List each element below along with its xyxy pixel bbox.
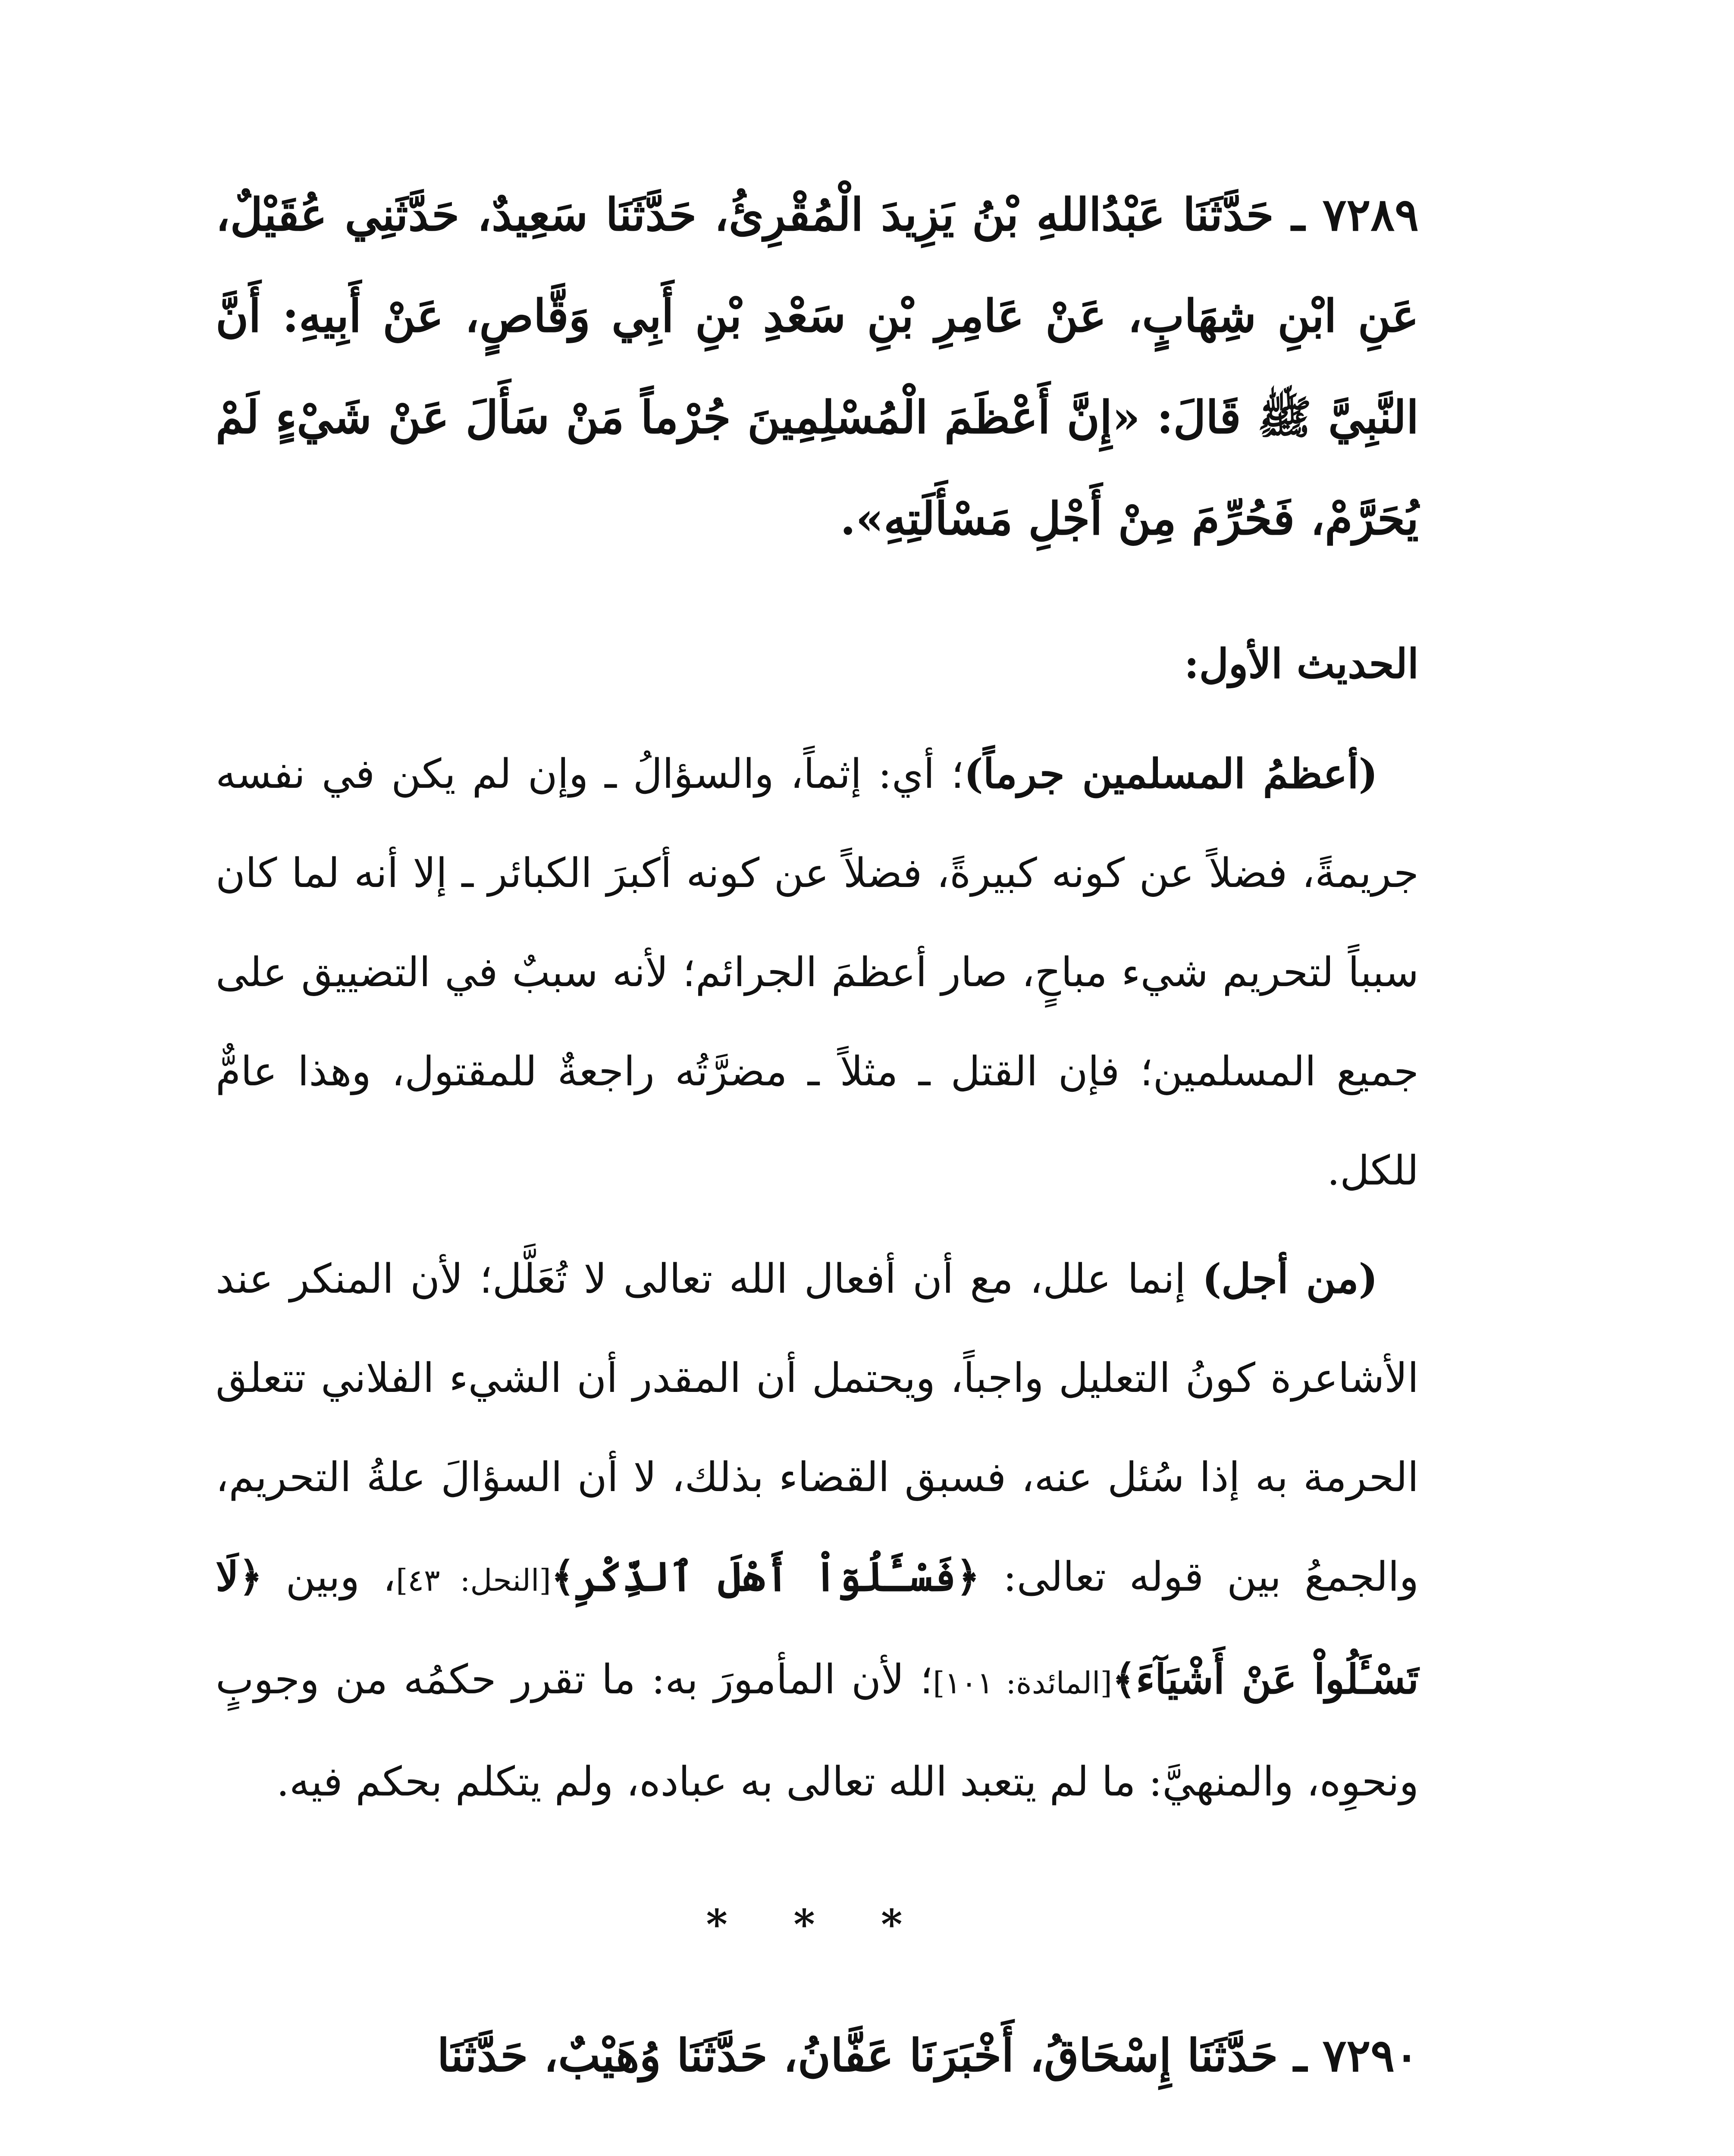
lemma-2: (من أجل) [1202, 1255, 1378, 1303]
lemma-1: (أعظمُ المسلمين جرماً) [964, 750, 1378, 798]
page-body [216, 164, 1419, 2106]
hadith-7290: ٧٢٩٠ ـ حَدَّثَنَا إِسْحَاقُ، أَخْبَرَنَا عَفَّانُ، حَدَّثَنَا وُهَيْبٌ، حَدَّثَنَا [437, 2029, 1419, 2082]
quran-ref-2: [المائدة: ١٠١] [933, 1665, 1112, 1701]
section-heading: الحديث الأول: [1184, 640, 1419, 688]
section-separator: * * * [706, 1901, 928, 1949]
commentary-text-2b: ، وبين [262, 1554, 396, 1601]
commentary-text-1: ؛ أي: إثماً، والسؤالُ ـ وإن لم يكن في نفسه جريمةً، فضلاً عن كونه كبيرةً، فضلاً عن كونه أكبرَ الكبائر ـ إلا أنه لما كان سبباً لتحريم شيء مباحٍ، صار أعظمَ الجرائم؛ لأنه سببٌ في التضييق على جميع المسلمين؛ فإن القتل ـ مثلاً ـ مضرَّتُه راجعةٌ للمقتول، وهذا عامٌّ للكل. [216, 751, 1419, 1194]
hadith-7289: ٧٢٨٩ ـ حَدَّثَنَا عَبْدُاللهِ بْنُ يَزِيدَ الْمُقْرِئُ، حَدَّثَنَا سَعِيدٌ، حَدَّثَنِي عُقَيْلٌ، عَنِ ابْنِ شِهَابٍ، عَنْ عَامِرِ بْنِ سَعْدِ بْنِ أَبِي وَقَّاصٍ، عَنْ أَبِيهِ: أَنَّ النَّبِيَّ ﷺ قَالَ: «إِنَّ أَعْظَمَ الْمُسْلِمِينَ جُرْماً مَنْ سَأَلَ عَنْ شَيْءٍ لَمْ يُحَرَّمْ، فَحُرِّمَ مِنْ أَجْلِ مَسْأَلَتِهِ». [216, 188, 1419, 545]
commentary-text-2c: ؛ لأن المأمورَ به: ما تقرر حكمُه من وجوبٍ ونحوِه، والمنهيَّ: ما لم يتعبد الله تعالى به عباده، ولم يتكلم بحكم فيه. [216, 1656, 1419, 1805]
commentary-paragraph-2 [216, 1229, 1419, 1832]
quran-ref-1: [النحل: ٤٣] [396, 1563, 551, 1598]
commentary-text-2a: إنما علل، مع أن أفعال الله تعالى لا تُعَلَّل؛ لأن المنكر عند الأشاعرة كونُ التعليل واجباً، ويحتمل أن المقدر أن الشيء الفلاني تتعلق الحرمة به إذا سُئل عنه، فسبق القضاء بذلك، لا أن السؤالَ علةُ التحريم، والجمعُ بين قوله تعالى: [216, 1256, 1419, 1601]
quran-quote-1: ﴿فَسْـَٔلُوٓاْ أَهْلَ ٱلذِّكْرِ﴾ [551, 1553, 980, 1601]
commentary-paragraph-1 [216, 724, 1419, 1221]
quran-quote-2: ﴿لَا تَسْـَٔلُواْ عَنْ أَشْيَآءَ﴾ [216, 1553, 1419, 1703]
